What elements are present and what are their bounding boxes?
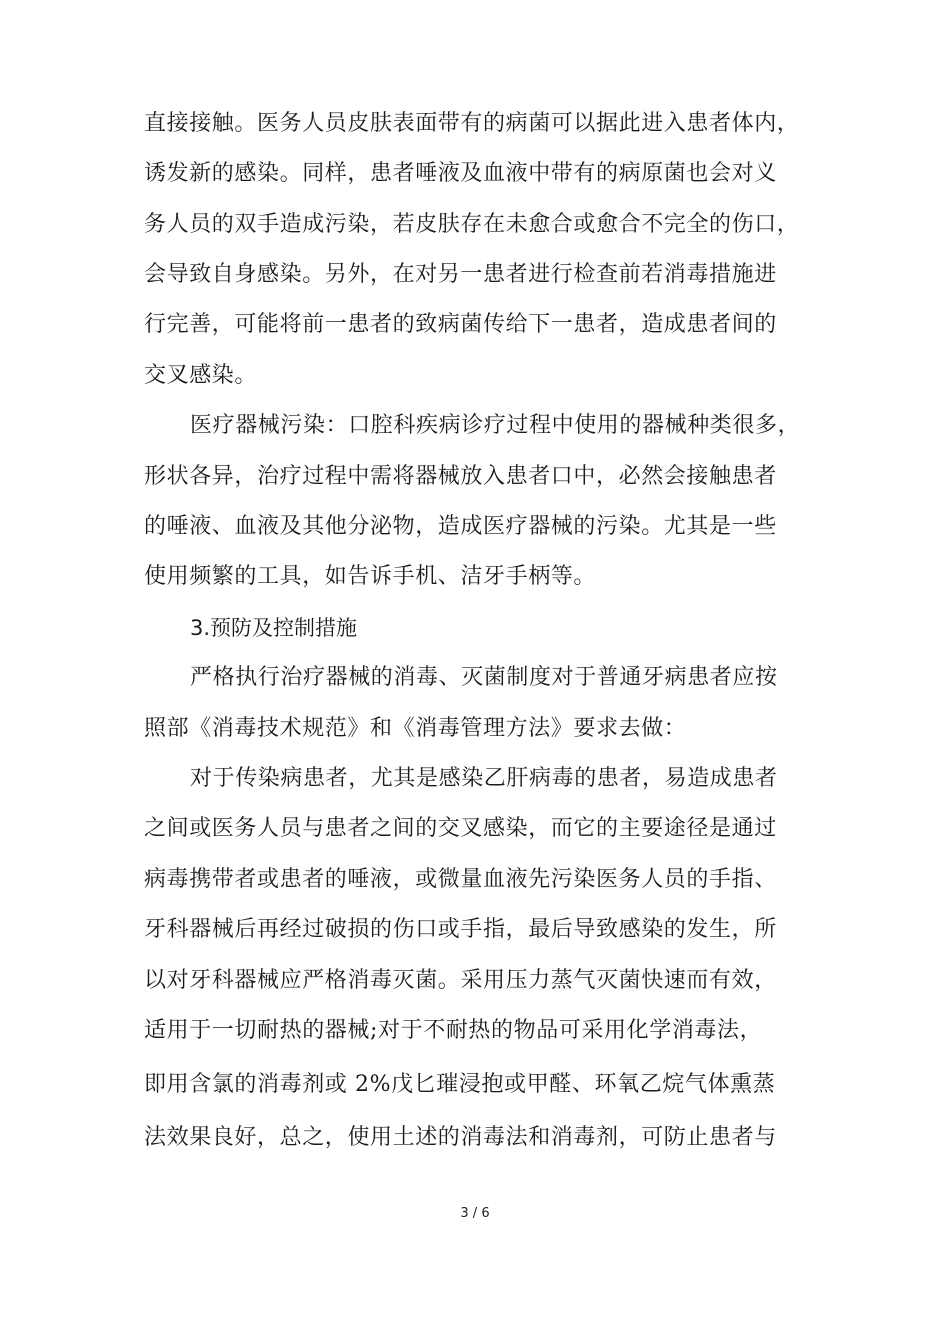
paragraph-line: 会导致自身感染。另外，在对另一患者进行检查前若消毒措施进	[144, 262, 777, 287]
paragraph-line: 务人员的双手造成污染，若皮肤存在未愈合或愈合不完全的伤口，	[144, 212, 800, 237]
paragraph-line: 照部《消毒技术规范》和《消毒管理方法》要求去做：	[144, 716, 687, 741]
paragraph-line: 之间或医务人员与患者之间的交叉感染，而它的主要途径是通过	[144, 816, 777, 841]
paragraph-line: 以对牙科器械应严格消毒灭菌。采用压力蒸气灭菌快速而有效，	[144, 968, 777, 993]
paragraph-line: 使用频繁的工具，如告诉手机、洁牙手柄等。	[144, 564, 597, 589]
paragraph-line: 行完善，可能将前一患者的致病菌传给下一患者，造成患者间的	[144, 312, 777, 337]
paragraph-line: 适用于一切耐热的器械;对于不耐热的物品可采用化学消毒法，	[144, 1018, 763, 1043]
paragraph-line: 医疗器械污染：口腔科疾病诊疗过程中使用的器械种类很多，	[190, 413, 801, 438]
page-number: 3 / 6	[460, 1206, 490, 1221]
paragraph-line: 诱发新的感染。同样，患者唾液及血液中带有的病原菌也会对义	[144, 161, 777, 186]
paragraph-line: 严格执行治疗器械的消毒、灭菌制度对于普通牙病患者应按	[190, 665, 778, 690]
paragraph-line: 病毒携带者或患者的唾液，或微量血液先污染医务人员的手指、	[144, 867, 777, 892]
paragraph-line: 交叉感染。	[144, 363, 258, 388]
section-heading: 3.预防及控制措施	[190, 616, 358, 640]
paragraph-line: 形状各异，治疗过程中需将器械放入患者口中，必然会接触患者	[144, 464, 777, 489]
paragraph-line: 的唾液、血液及其他分泌物，造成医疗器械的污染。尤其是一些	[144, 514, 777, 539]
paragraph-line: 法效果良好，总之，使用土述的消毒法和消毒剂，可防止患者与	[144, 1125, 777, 1150]
paragraph-line: 直接接触。医务人员皮肤表面带有的病菌可以据此进入患者体内，	[144, 111, 800, 136]
paragraph-line: 对于传染病患者，尤其是感染乙肝病毒的患者，易造成患者	[190, 766, 778, 791]
paragraph-line: 牙科器械后再经过破损的伤口或手指，最后导致感染的发生，所	[144, 917, 777, 942]
paragraph-line: 即用含氯的消毒剂或 2%戊匕璀浸抱或甲醛、环氧乙烷气体熏蒸	[144, 1072, 776, 1097]
